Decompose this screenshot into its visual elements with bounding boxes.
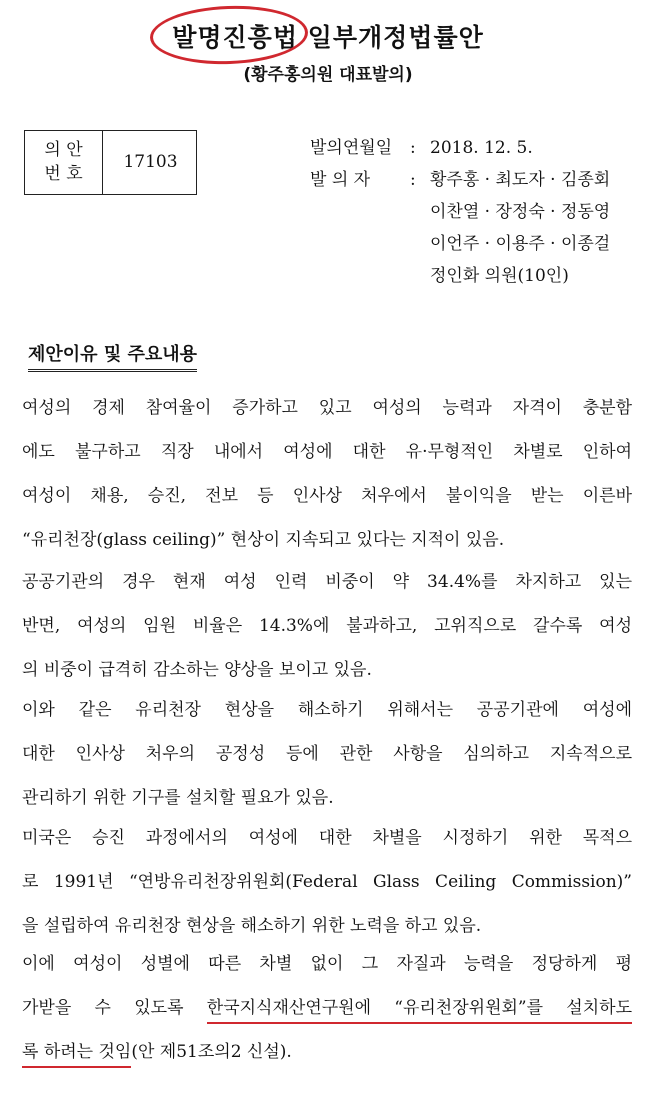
red-underlined-text: 록 하려는 것임 xyxy=(22,1042,131,1068)
text-line: 로 1991년 “연방유리천장위원회(Federal Glass Ceiling Commission)” xyxy=(22,872,632,892)
bill-number-label-line2: 번 호 xyxy=(44,164,83,184)
text-line: “유리천장(glass ceiling)” 현상이 지속되고 있다는 지적이 있음. xyxy=(22,530,505,550)
text-line: 관리하기 위한 기구를 설치할 필요가 있음. xyxy=(22,788,334,808)
paragraph-3 xyxy=(22,688,632,820)
paragraph-2 xyxy=(22,560,632,692)
red-circle-annotation xyxy=(149,3,309,66)
date-colon: : xyxy=(410,138,416,158)
text-plain: 가받을 수 있도록 xyxy=(22,998,207,1018)
proposer-row xyxy=(310,164,610,196)
bill-number-box xyxy=(24,130,197,195)
title-highlight-text: 발명진흥법 xyxy=(172,23,298,52)
text-line: 공공기관의 경우 현재 여성 인력 비중이 약 34.4%를 차지하고 있는 xyxy=(22,572,632,592)
bill-number-value: 17103 xyxy=(123,152,178,172)
proposer-label: 발 의 자 xyxy=(310,170,371,190)
bill-meta xyxy=(310,132,610,292)
bill-title xyxy=(0,18,656,54)
date-label: 발의연월일 xyxy=(310,138,393,158)
date-row xyxy=(310,132,610,164)
proposer-line: 이언주 · 이용주 · 이종걸 xyxy=(430,234,611,254)
text-plain: (안 제51조의2 신설). xyxy=(131,1042,292,1062)
text-line: 반면, 여성의 임원 비율은 14.3%에 불과하고, 고위직으로 갈수록 여성 xyxy=(22,616,632,636)
text-line: 이에 여성이 성별에 따른 차별 없이 그 자질과 능력을 정당하게 평 xyxy=(22,954,632,974)
paragraph-5 xyxy=(22,942,632,1074)
bill-number-label xyxy=(25,131,103,194)
text-line: 을 설립하여 유리천장 현상을 해소하기 위한 노력을 하고 있음. xyxy=(22,916,482,936)
title-rest: 일부개정법률안 xyxy=(298,23,484,52)
bill-number-label-line1: 의 안 xyxy=(44,140,83,160)
title-highlight xyxy=(172,18,298,54)
proposer-line: 정인화 의원(10인) xyxy=(430,266,569,286)
text-line: 대한 인사상 처우의 공정성 등에 관한 사항을 심의하고 지속적으로 xyxy=(22,744,632,764)
text-line: 의 비중이 급격히 감소하는 양상을 보이고 있음. xyxy=(22,660,372,680)
date-value: 2018. 12. 5. xyxy=(430,138,533,158)
paragraph-1 xyxy=(22,386,632,562)
red-underlined-text: 한국지식재산연구원에 “유리천장위원회”를 설치하도 xyxy=(207,998,632,1024)
text-line: 미국은 승진 과정에서의 여성에 대한 차별을 시정하기 위한 목적으 xyxy=(22,828,632,848)
text-line: 이와 같은 유리천장 현상을 해소하기 위해서는 공공기관에 여성에 xyxy=(22,700,632,720)
proposer-line: 이찬열 · 장정숙 · 정동영 xyxy=(430,202,611,222)
text-line: 여성이 채용, 승진, 전보 등 인사상 처우에서 불이익을 받는 이른바 xyxy=(22,486,632,506)
text-line-highlighted xyxy=(22,1030,632,1074)
text-line: 여성의 경제 참여율이 증가하고 있고 여성의 능력과 자격이 충분함 xyxy=(22,398,632,418)
section-heading: 제안이유 및 주요내용 xyxy=(28,340,197,372)
text-line-highlighted xyxy=(22,986,632,1030)
proposer-colon: : xyxy=(410,170,416,190)
text-line: 에도 불구하고 직장 내에서 여성에 대한 유·무형적인 차별로 인하여 xyxy=(22,442,632,462)
proposer-line: 황주홍 · 최도자 · 김종회 xyxy=(430,170,611,190)
bill-subtitle: (황주홍의원 대표발의) xyxy=(243,65,413,85)
paragraph-4 xyxy=(22,816,632,948)
